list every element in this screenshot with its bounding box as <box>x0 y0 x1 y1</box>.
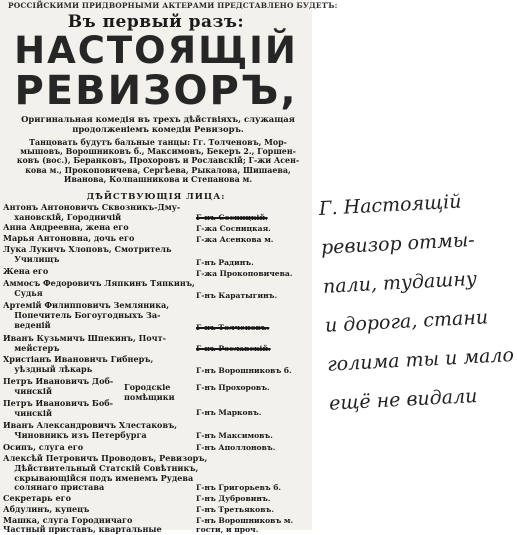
cast-actor: Г-жа Асенкова м. <box>196 235 274 244</box>
cast-role: Абдулинъ, купецъ <box>3 504 90 514</box>
first-time-heading: Въ первый разъ: <box>67 12 245 32</box>
cast-actor: Г-нъ Третьяковъ. <box>196 505 274 514</box>
cast-actor: Г-нъ Марковъ. <box>196 408 262 417</box>
cast-actor: Г-нъ Толченовъ. <box>196 323 270 332</box>
cast-heading: ДѢЙСТВУЮЩІЯ ЛИЦА: <box>86 192 226 202</box>
cast-role: Алексѣй Петровичъ Проводовъ, Ревизоръ, Дѣйствительный Статскій Совѣтникъ, скрывающійся подъ именемъ Рудева солянаго пристава <box>3 453 208 493</box>
cast-actor: Г-жа Сосницкая. <box>196 224 271 233</box>
cast-actor: гости, и проч. <box>196 525 259 534</box>
handwritten-note: Г. Настоящій ревизор отмы- пали, тудашну и дорога, стани голима ты и мало ещё не видали <box>318 190 515 415</box>
cast-actor: Г-нъ Сосницкій. <box>196 213 268 222</box>
cast-actor: Г-нъ Ворошниковъ б. <box>196 366 292 375</box>
side-bracket-label: Городскіе помѣщики <box>124 382 175 402</box>
cast-role: Секретарь его <box>3 493 71 503</box>
cast-role: Иванъ Кузьмичъ Шпекинъ, Почт- мейстеръ <box>3 333 166 353</box>
cast-actor: Г-нъ Максимовъ. <box>196 431 273 440</box>
cast-actor: Г-нъ Григорьевъ б. <box>196 483 282 492</box>
playbill-top-line: РОССІЙСКИМИ ПРИДВОРНЫМИ АКТЕРАМИ ПРЕДСТАВЛЕНО БУДЕТЪ: <box>8 1 338 10</box>
cast-role: Анна Андреевна, жена его <box>3 222 129 232</box>
cast-role: Частный приставъ, квартальные <box>3 524 162 534</box>
cast-role: Жена его <box>3 266 49 276</box>
play-title-line1: НАСТОЯЩІЙ <box>14 29 298 72</box>
cast-role: Осипъ, слуга его <box>3 442 84 452</box>
dancers-paragraph: Танцовать будутъ бальные танцы: Гг. Толченовъ, Мор- мышовъ, Ворошниковъ б., Максимовъ, Бекеръ 2., Горшен- ковъ (вос.), Беранковъ, Прохоровъ и Рославскій; Г-жи Асен- кова м., Прокоповичева, Сергѣева, Рыкалова, Шишаева, Иванова, Колпашникова и Степанова м. <box>16 138 300 184</box>
cast-actor: Г-нъ Ворошниковъ м. <box>196 516 294 525</box>
cast-role: Петръ Ивановичъ Доб- чинскій <box>3 376 114 396</box>
cast-actor: Г-нъ Прохоровъ. <box>196 383 270 392</box>
cast-actor: Г-нъ Рославскій. <box>196 344 271 353</box>
cast-role: Антонъ Антоновичъ Сквозникъ-Дму- хановскій, Городничій <box>3 202 181 222</box>
cast-role: Артемій Филипповичъ Земляника, Попечитель Богоугодныхъ За- веденій <box>3 300 170 330</box>
cast-actor: Г-нъ Дубровинъ. <box>196 494 271 503</box>
play-title-line2: РЕВИЗОРЪ, <box>14 68 298 114</box>
cast-actor: Г-нъ Радинъ. <box>196 258 254 267</box>
play-subtitle: Оригинальная комедія въ трехъ дѣйствіяхъ, служащая продолженіемъ комедіи Ревизоръ. <box>21 114 295 134</box>
cast-role: Лука Лукичъ Хлоповъ, Смотритель Училищъ <box>3 244 172 264</box>
cast-role: Христіанъ Ивановичъ Гибнеръ, уѣздный лѣкарь <box>3 354 154 374</box>
cast-role: Иванъ Александровичъ Хлестаковъ, Чиновникъ изъ Петербурга <box>3 420 178 440</box>
cast-actor: Г-нъ Аполлоновъ. <box>196 443 276 452</box>
cast-role: Машка, слуга Городничаго <box>3 515 133 525</box>
cast-actor: Г-жа Прокоповичева. <box>196 269 293 278</box>
cast-role: Марья Антоновна, дочь его <box>3 233 135 243</box>
cast-actor: Г-нъ Каратыгинъ. <box>196 291 278 300</box>
cast-role: Петръ Ивановичъ Боб- чинскій <box>3 398 113 418</box>
cast-role: Аммосъ Федоровичъ Ляпкинъ Тяпкинъ, Судья <box>3 278 195 298</box>
